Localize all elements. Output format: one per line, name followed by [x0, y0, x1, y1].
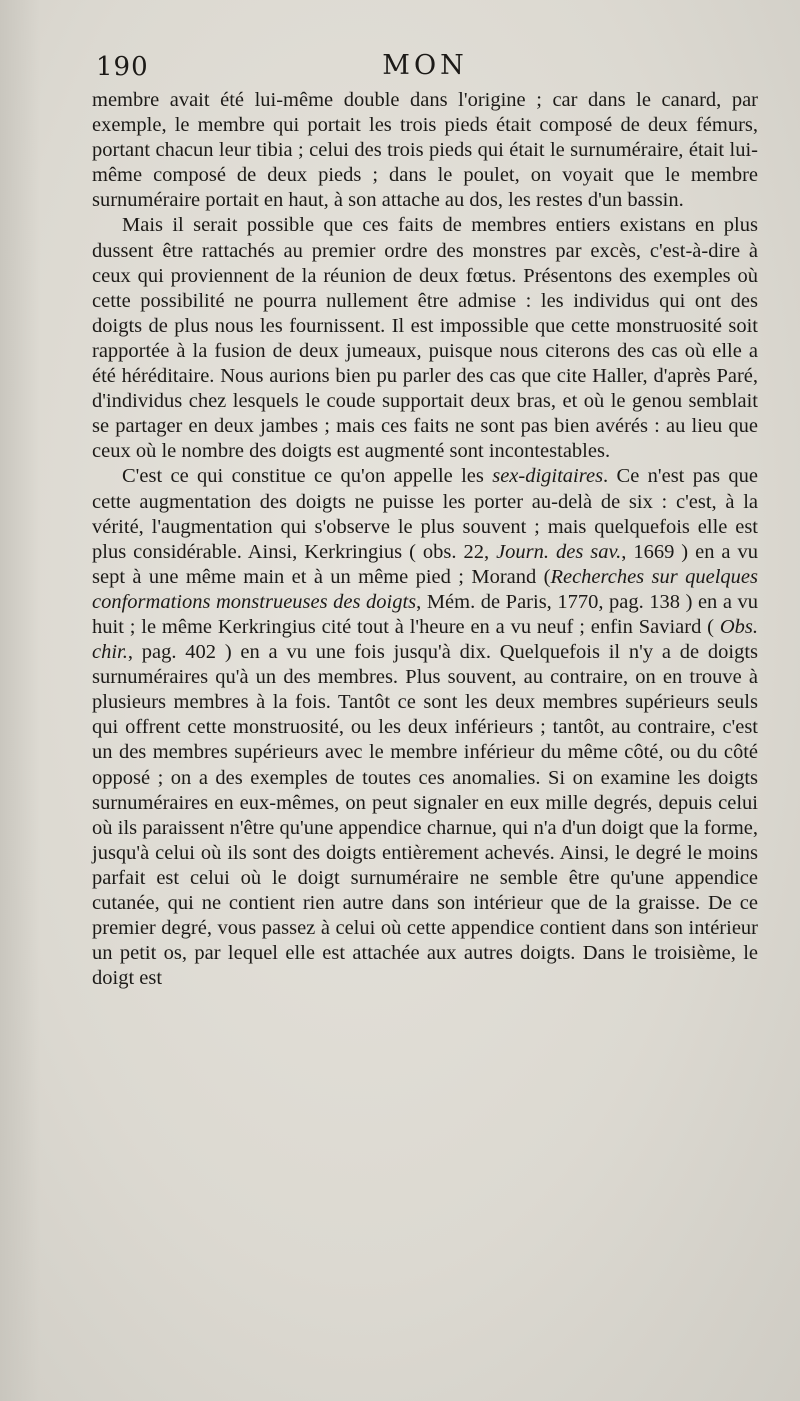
body-text — [92, 88, 758, 991]
italic-text: Recherches sur quelques conformations monstrueuses des doigts — [92, 565, 758, 613]
text-segment: C'est ce qui constitue ce qu'on appelle les — [122, 465, 493, 488]
paragraph — [92, 464, 758, 991]
page-number: 190 — [96, 52, 149, 82]
text-segment: , pag. 402 ) en a vu une fois jusqu'à dix. Quelquefois il n'y a de doigts surnuméraires qu'à un des membres. Plus souvent, au contraire, on en trouve à plusieurs membres à la fois. Tantôt ce sont les deux membres supérieurs seuls qui offrent cette monstruosité, ou les deux inférieurs ; tantôt, au contraire, c'est un des membres supérieurs avec le membre inférieur du même côté, ou du côté opposé ; on a des exemples de toutes ces anomalies. Si on examine les doigts surnuméraires en eux-mêmes, on peut signaler en eux mille degrés, depuis celui où ils paraissent n'être qu'une appendice charnue, qui n'a d'un doigt que la forme, jusqu'à celui où ils sont des doigts entièrement achevés. Ainsi, le degré le moins parfait est celui où le doigt surnuméraire ne semble être qu'une appendice cutanée, qui ne contient rien autre dans son intérieur que de la graisse. De ce premier degré, vous passez à celui où cette appendice contient dans son intérieur un petit os, par lequel elle est attachée aux autres doigts. Dans le troisième, le doigt est — [92, 641, 758, 990]
text-segment: membre avait été lui-même double dans l'origine ; car dans le canard, par exemple, le membre qui portait les trois pieds était composé de deux fémurs, portant chacun leur tibia ; celui des trois pieds qui était le surnuméraire, était lui-même composé de deux pieds ; dans le poulet, on voyait que le membre surnuméraire portait en haut, à son attache au dos, les restes d'un bassin. — [92, 89, 758, 212]
page-gutter-shadow — [0, 0, 40, 1401]
italic-text: Obs. chir. — [92, 615, 758, 664]
paragraph — [92, 213, 758, 464]
page-header — [90, 50, 760, 90]
text-segment: Mais il serait possible que ces faits de membres entiers existans en plus dussent être rattachés au premier ordre des monstres par excès, c'est-à-dire à ceux qui proviennent de la réunion de deux fœtus. Présentons des exemples où cette possibilité ne pourra nullement être admise : les individus qui ont des doigts de plus nous les fournissent. Il est impossible que cette monstruosité soit rapportée à la fusion de deux jumeaux, puisque nous citerons des cas où elle a été héréditaire. Nous aurions bien pu parler des cas que cite Haller, d'après Paré, d'individus chez lesquels le coude supportait deux bras, et où le genou semblait se partager en deux jambes ; mais ces faits ne sont pas bien avérés : au lieu que ceux où le nombre des doigts est augmenté sont incontestables. — [92, 214, 758, 463]
paragraph — [92, 88, 758, 213]
text-segment: , 1669 ) en a vu sept à une même main et à un même pied ; Morand ( — [92, 540, 758, 588]
italic-text: Journ. des sav. — [496, 540, 622, 563]
text-segment: , Mém. de Paris, 1770, pag. 138 ) en a vu huit ; le même Kerkringius cité tout à l'heure en a vu neuf ; enfin Saviard ( — [92, 590, 759, 638]
italic-text: sex-digitaires — [492, 465, 604, 488]
running-head: MON — [382, 50, 468, 81]
text-segment: . Ce n'est pas que cette augmentation des doigts ne puisse les porter au-delà de six : c'est, à la vérité, l'augmentation qui s'observe le plus souvent ; mais quelquefois elle est plus considérable. Ainsi, Kerkringius ( obs. 22, — [92, 465, 758, 563]
